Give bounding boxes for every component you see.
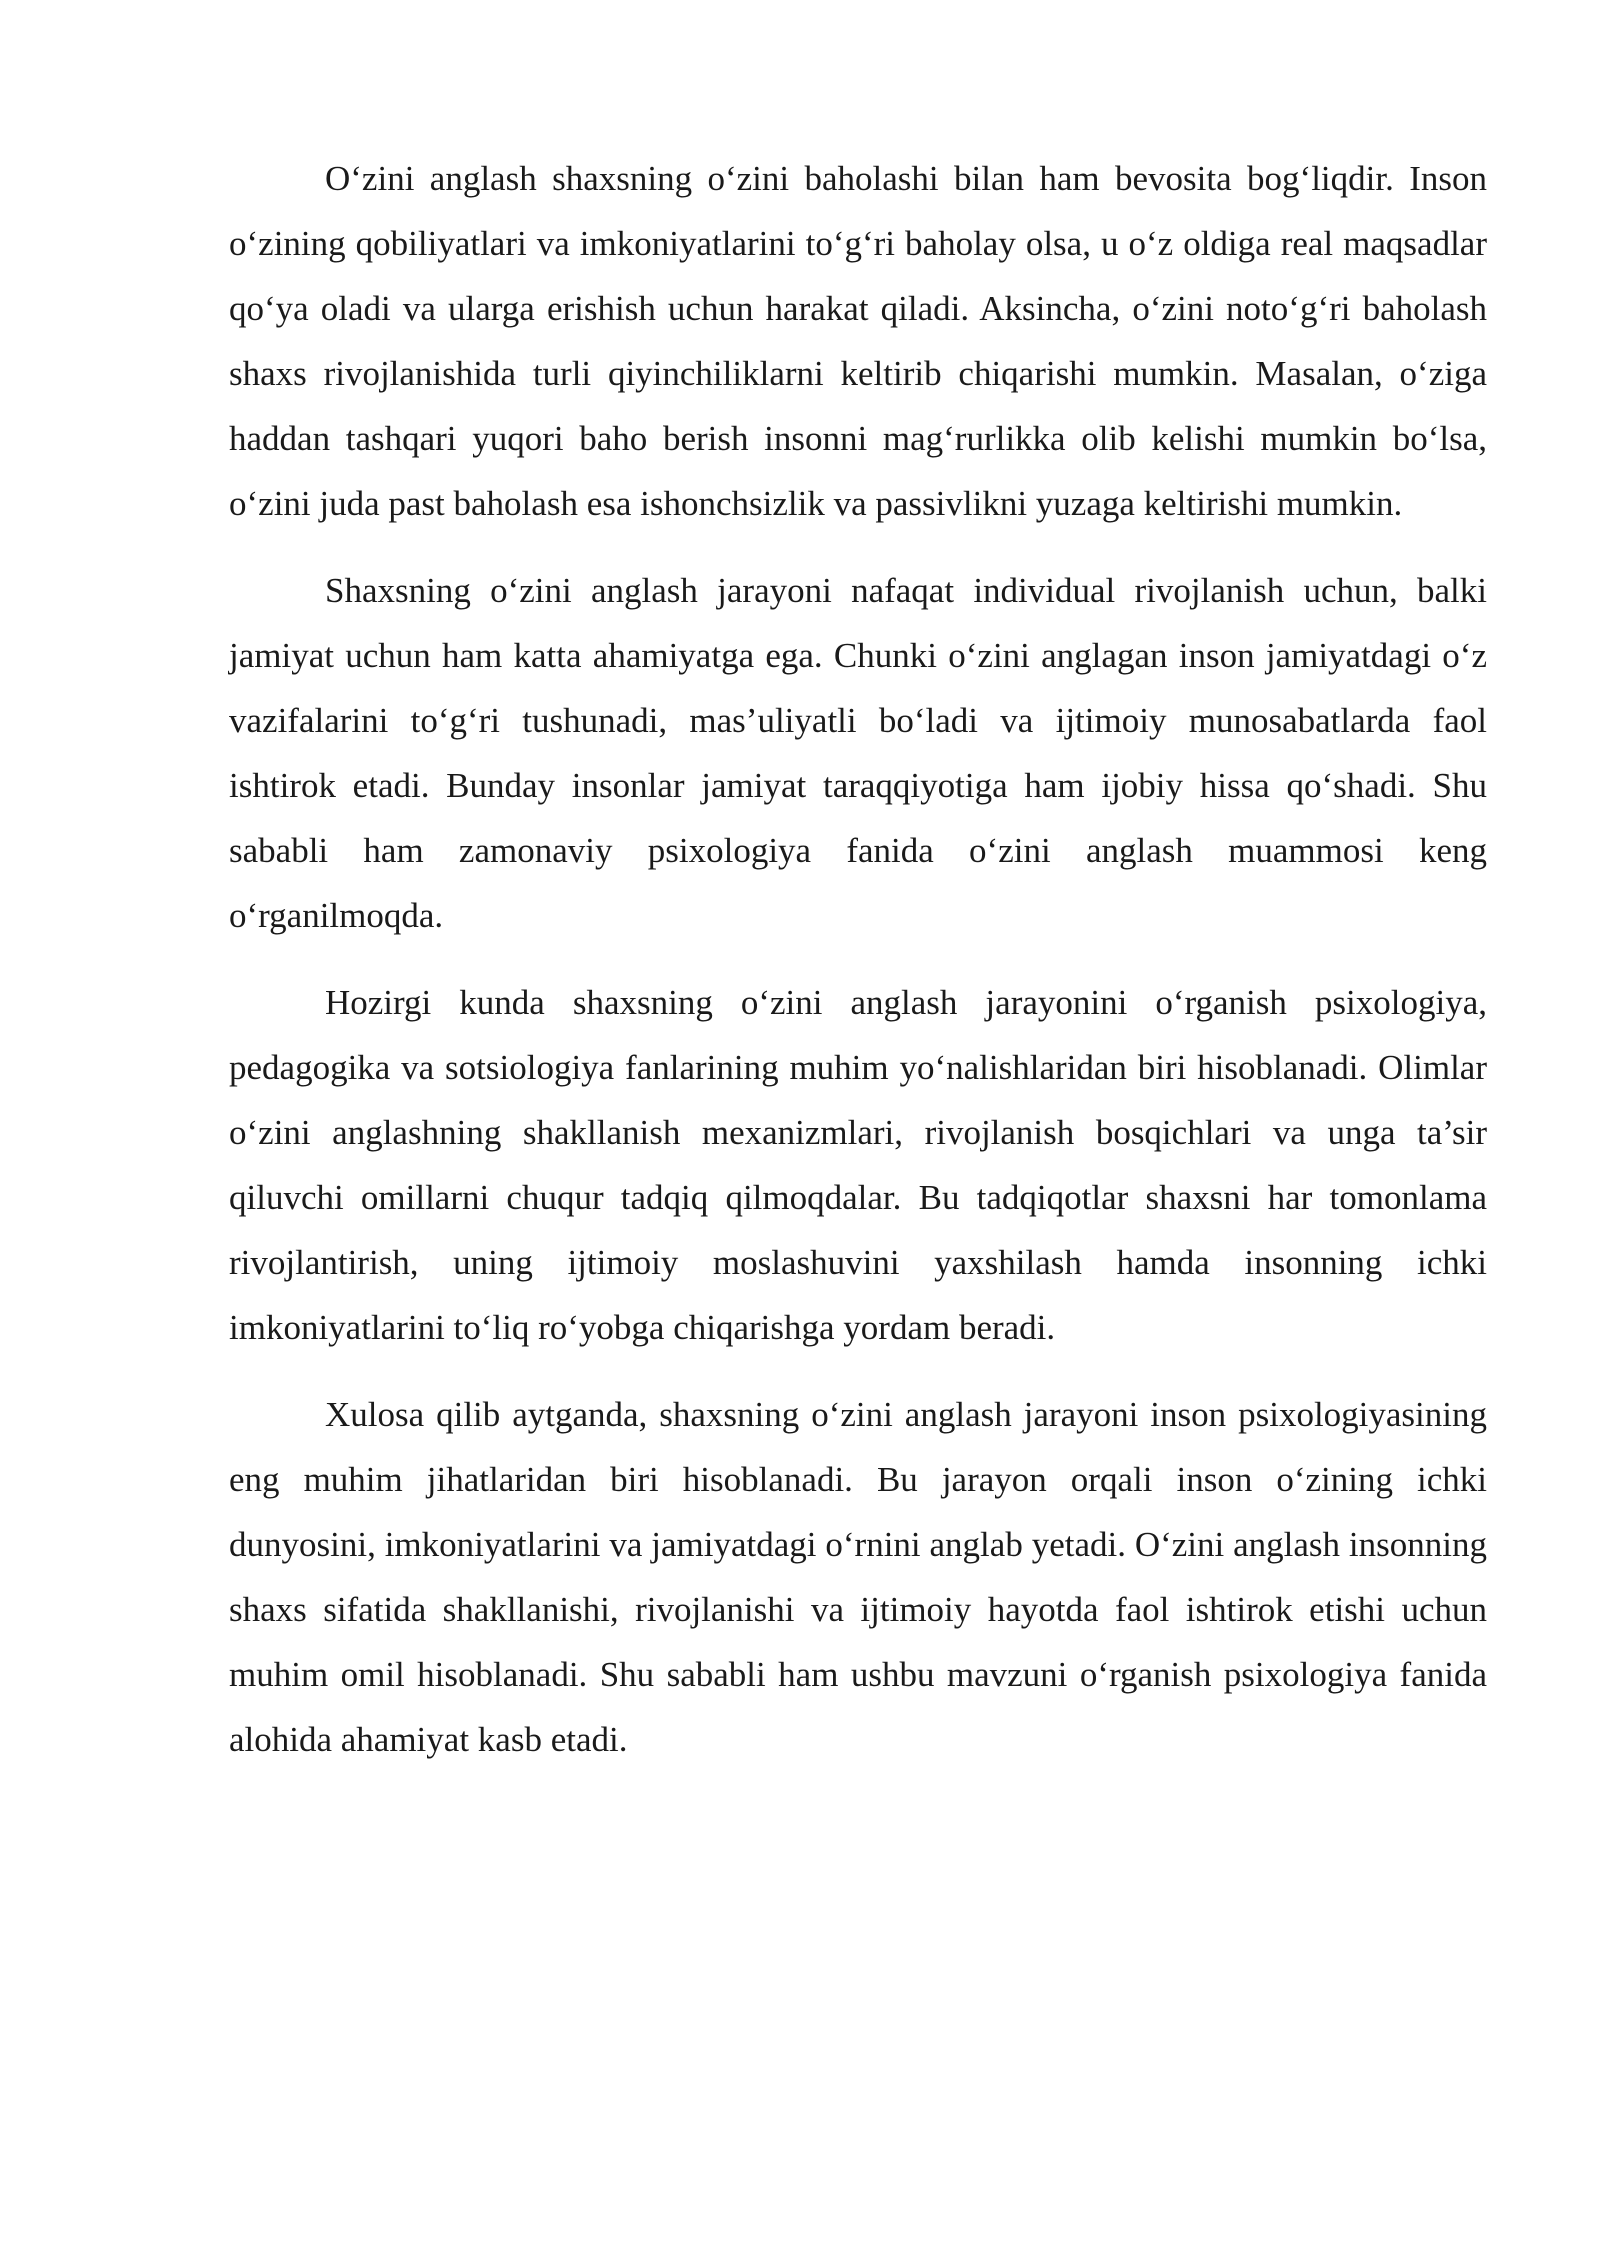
document-body (229, 146, 1487, 1794)
paragraph-research: Hozirgi kunda shaxsning o‘zini anglash jarayonini o‘rganish psixologiya, pedagogika va sotsiologiya fanlarining muhim yo‘nalishlaridan biri hisoblanadi. Olimlar o‘zini anglashning shakllanish mexanizmlari, rivojlanish bosqichlari va unga ta’sir qiluvchi omillarni chuqur tadqiq qilmoqdalar. Bu tadqiqotlar shaxsni har tomonlama rivojlantirish, uning ijtimoiy moslashuvini yaxshilash hamda insonning ichki imkoniyatlarini to‘liq ro‘yobga chiqarishga yordam beradi. (229, 983, 1487, 1347)
paragraph-conclusion: Xulosa qilib aytganda, shaxsning o‘zini anglash jarayoni inson psixologiyasining eng muhim jihatlaridan biri hisoblanadi. Bu jarayon orqali inson o‘zining ichki dunyosini, imkoniyatlarini va jamiyatdagi o‘rnini anglab yetadi. O‘zini anglash insonning shaxs sifatida shakllanishi, rivojlanishi va ijtimoiy hayotda faol ishtirok etishi uchun muhim omil hisoblanadi. Shu sababli ham ushbu mavzuni o‘rganish psixologiya fanida alohida ahamiyat kasb etadi. (229, 1395, 1487, 1759)
paragraph-self-assessment: O‘zini anglash shaxsning o‘zini baholashi bilan ham bevosita bog‘liqdir. Inson o‘zining qobiliyatlari va imkoniyatlarini to‘g‘ri baholay olsa, u o‘z oldiga real maqsadlar qo‘ya oladi va ularga erishish uchun harakat qiladi. Aksincha, o‘zini noto‘g‘ri baholash shaxs rivojlanishida turli qiyinchiliklarni keltirib chiqarishi mumkin. Masalan, o‘ziga haddan tashqari yuqori baho berish insonni mag‘rurlikka olib kelishi mumkin bo‘lsa, o‘zini juda past baholash esa ishonchsizlik va passivlikni yuzaga keltirishi mumkin. (229, 159, 1487, 523)
paragraph-society-importance: Shaxsning o‘zini anglash jarayoni nafaqat individual rivojlanish uchun, balki jamiyat uchun ham katta ahamiyatga ega. Chunki o‘zini anglagan inson jamiyatdagi o‘z vazifalarini to‘g‘ri tushunadi, mas’uliyatli bo‘ladi va ijtimoiy munosabatlarda faol ishtirok etadi. Bunday insonlar jamiyat taraqqiyotiga ham ijobiy hissa qo‘shadi. Shu sababli ham zamonaviy psixologiya fanida o‘zini anglash muammosi keng o‘rganilmoqda. (229, 571, 1487, 935)
